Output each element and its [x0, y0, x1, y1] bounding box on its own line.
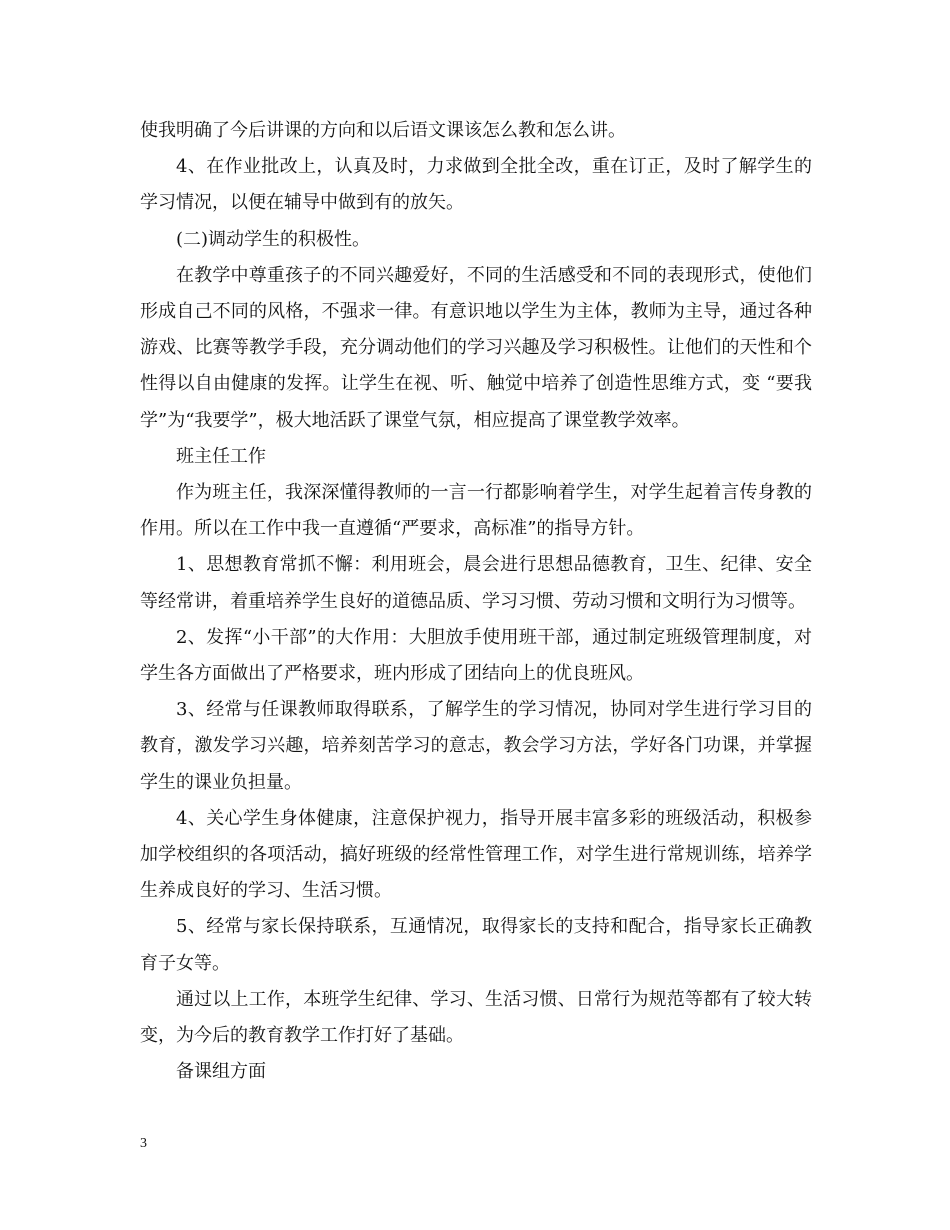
paragraph-class-teacher-role: 作为班主任，我深深懂得教师的一言一行都影响着学生，对学生起着言传身教的作用。所以在工作中我一直遵循“严要求，高标准”的指导方针。: [140, 482, 812, 540]
section-heading-lesson-group: 备课组方面: [176, 1061, 266, 1083]
list-item-parent-contact: 5、经常与家长保持联系，互通情况，取得家长的支持和配合，指导家长正确教育子女等。: [140, 916, 812, 974]
list-item-student-cadres: 2、发挥“小干部”的大作用：大胆放手使用班干部，通过制定班级管理制度，对学生各方面做出了严格要求，班内形成了团结向上的优良班风。: [140, 626, 812, 685]
paragraph-continuation: 使我明确了今后讲课的方向和以后语文课该怎么教和怎么讲。: [140, 120, 626, 141]
document-body: [140, 113, 812, 1090]
list-item-teacher-contact: 3、经常与任课教师取得联系，了解学生的学习情况，协同对学生进行学习目的教育，激发学习兴趣，培养刻苦学习的意志，教会学习方法，学好各门功课，并掌握学生的课业负担量。: [140, 699, 812, 793]
list-item-student-health: 4、关心学生身体健康，注意保护视力，指导开展丰富多彩的班级活动，积极参加学校组织的各项活动，搞好班级的经常性管理工作，对学生进行常规训练，培养学生养成良好的学习、生活习惯。: [140, 807, 812, 902]
section-heading-motivation: (二)调动学生的积极性。: [176, 228, 371, 250]
list-item-moral-education: 1、思想教育常抓不懈：利用班会，晨会进行思想品德教育，卫生、纪律、安全等经常讲，着重培养学生良好的道德品质、学习习惯、劳动习惯和文明行为习惯等。: [140, 554, 812, 612]
section-heading-class-teacher: 班主任工作: [176, 445, 266, 467]
page-number: 3: [140, 1136, 147, 1151]
paragraph-summary: 通过以上工作，本班学生纪律、学习、生活习惯、日常行为规范等都有了较大转变，为今后的教育教学工作打好了基础。: [140, 988, 812, 1047]
paragraph-homework-correction: 4、在作业批改上，认真及时，力求做到全批全改，重在订正，及时了解学生的学习情况，以便在辅导中做到有的放矢。: [140, 156, 812, 214]
paragraph-respect-interests: 在教学中尊重孩子的不同兴趣爱好，不同的生活感受和不同的表现形式，使他们形成自己不同的风格，不强求一律。有意识地以学生为主体，教师为主导，通过各种游戏、比赛等教学手段，充分调动他们的学习兴趣及学习积极性。让他们的天性和个性得以自由健康的发挥。让学生在视、听、触觉中培养了创造性思维方式，变 “要我学”为“我要学”，极大地活跃了课堂气氛，相应提高了课堂教学效率。: [140, 264, 812, 431]
